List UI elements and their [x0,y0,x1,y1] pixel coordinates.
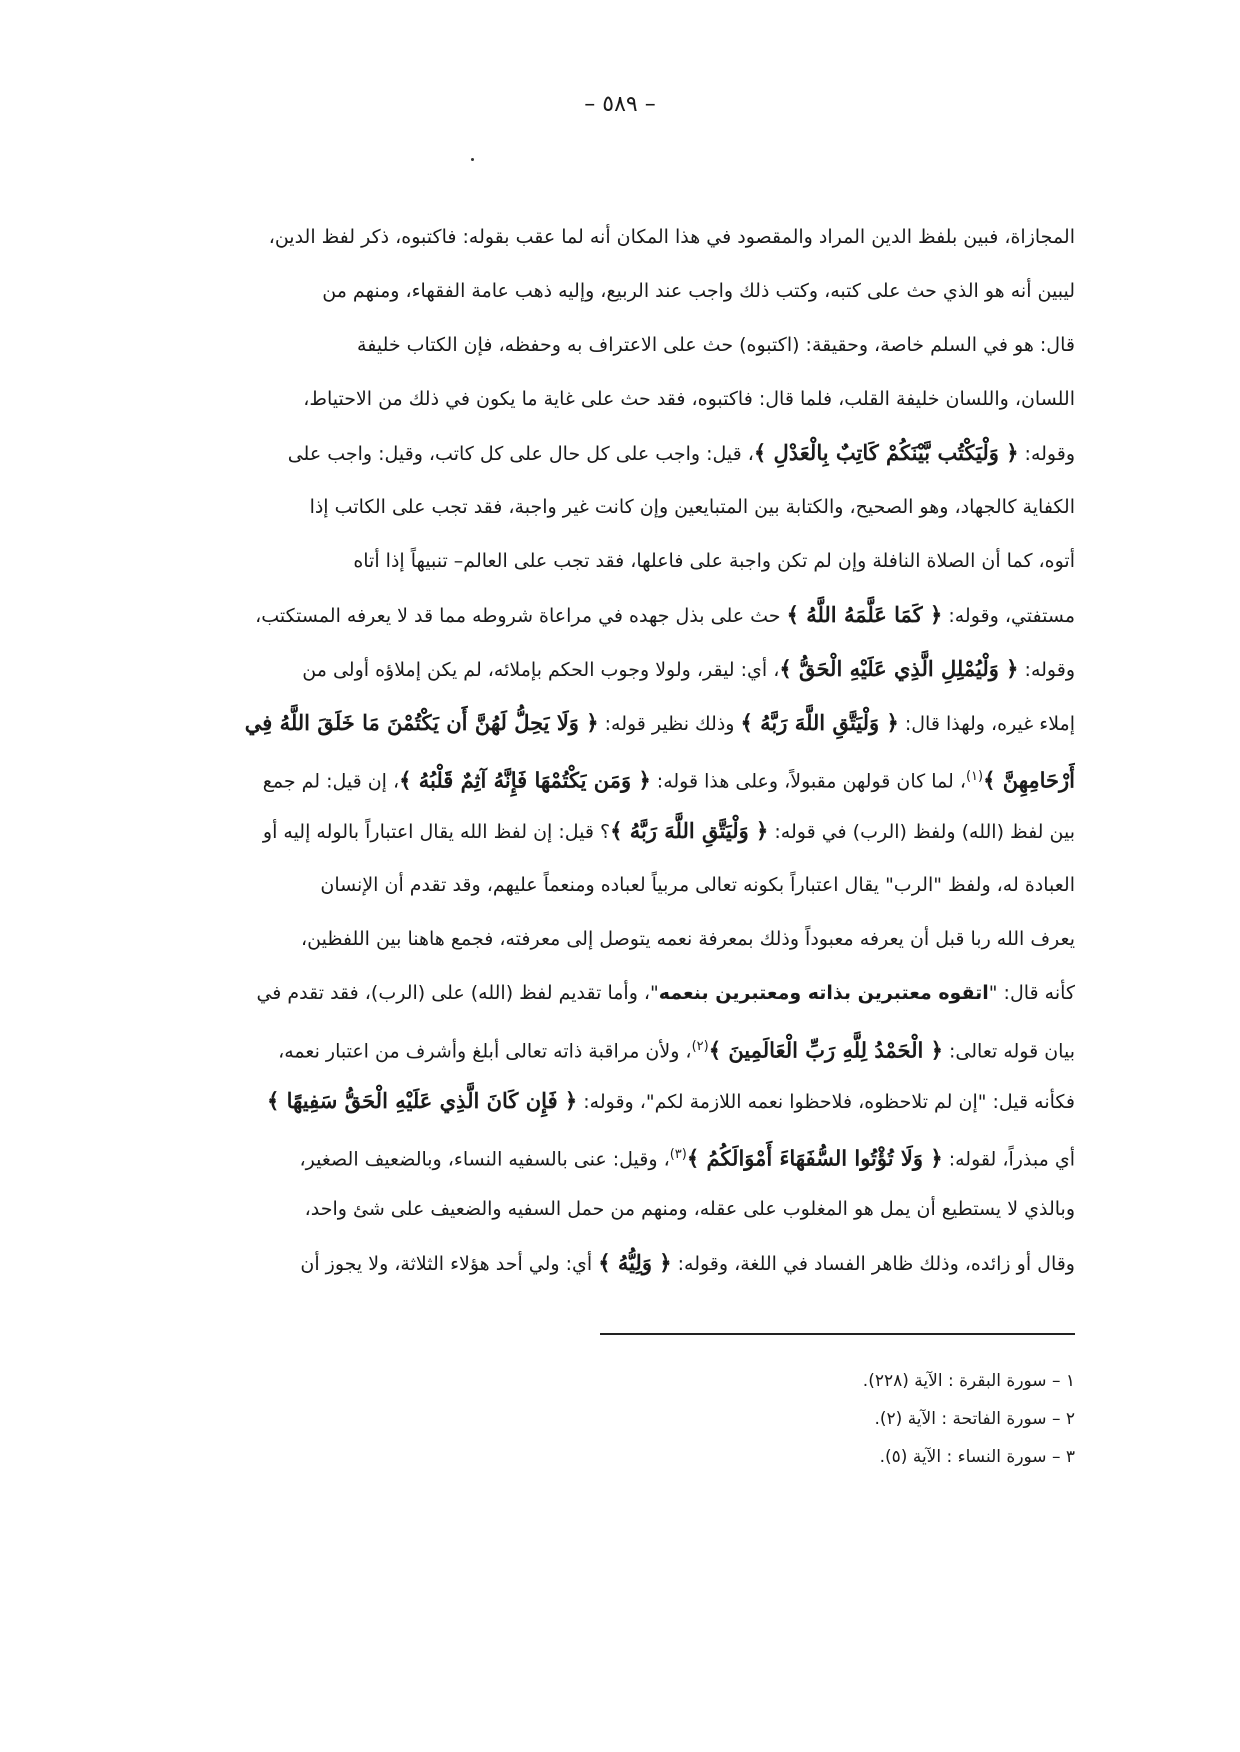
text-line [180,426,1075,480]
text-span: وقوله: [1018,443,1075,465]
text-span: ، إن قيل: لم جمع [262,770,400,793]
text-span: وقوله: [1018,659,1075,681]
text-line [180,966,1075,1020]
text-line [180,642,1075,696]
text-span: وقال أو زائده، وذلك ظاهر الفساد في اللغة، وقوله: [671,1253,1075,1275]
footnote-ref: (٣) [669,1147,687,1162]
text-line: المجازاة، فبين بلفظ الدين المراد والمقصود في هذا المكان أنه لما عقب بقوله: فاكتبوه، ذكر لفظ الدين، [268,226,1075,248]
quran-verse: أَرْحَامِهِنَّ ﴾ [983,767,1075,793]
text-line: ليبين أنه هو الذي حث على كتبه، وكتب ذلك واجب عند الربيع، وإليه ذهب عامة الفقهاء، ومنهم من [322,280,1075,302]
text-span: بين لفظ (الله) ولفظ (الرب) في قوله: [768,821,1075,843]
body-text [180,210,1075,1290]
text-span: بيان قوله تعالى: [942,1040,1075,1063]
text-line [180,1020,1075,1074]
text-line: يعرف الله ربا قبل أن يعرفه معبوداً وذلك بمعرفة نعمه يتوصل إلى معرفته، فجمع هاهنا بين اللفظين، [301,928,1075,950]
quran-verse: ﴿ وَلْيَكْتُب بَّيْنَكُمْ كَاتِبٌ بِالْعَدْلِ ﴾ [753,440,1019,465]
text-span: ، ولأن مراقبة ذاته تعالى أبلغ وأشرف من اعتبار نعمه، [278,1040,692,1063]
text-line [180,588,1075,642]
text-line [180,696,1075,750]
quran-verse: ﴿ فَإِن كَانَ الَّذِي عَلَيْهِ الْحَقُّ سَفِيهًا ﴾ [267,1088,578,1113]
footnote-item: ١ – سورة البقرة : الآية (٢٢٨). [862,1371,1075,1391]
quran-verse: ﴿ وَلْيَتَّقِ اللَّهَ رَبَّهُ ﴾ [610,818,769,843]
quran-verse: ﴿ وَلِيُّهُ ﴾ [598,1250,672,1275]
footnotes [600,1362,1075,1476]
text-span: ، قيل: واجب على كل حال على كل كاتب، وقيل: واجب على [287,443,754,465]
text-line: اللسان، واللسان خليفة القلب، فلما قال: فاكتبوه، فقد حث على غاية ما يكون في ذلك من الاحتياط، [303,388,1075,410]
text-span: "، وأما تقديم لفظ (الله) على (الرب)، فقد تقدم في [256,982,659,1004]
footnote-ref: (١) [965,769,984,784]
text-line: وبالذي لا يستطيع أن يمل هو المغلوب على عقله، ومنهم من حمل السفيه والضعيف على شئ واحد، [304,1198,1075,1220]
text-line: الكفاية كالجهاد، وهو الصحيح، والكتابة بين المتبايعين وإن كانت غير واجبة، فقد تجب على الكاتب إذا [309,496,1075,518]
quran-verse: ﴿ وَلَا تُؤْتُوا السُّفَهَاءَ أَمْوَالَكُمُ ﴾ [686,1145,943,1171]
text-line: قال: هو في السلم خاصة، وحقيقة: (اكتبوه) حث على الاعتراف به وحفظه، فإن الكتاب خليفة [357,334,1075,356]
footnote-ref: (٢) [691,1039,709,1054]
text-span: حث على بذل جهده في مراعاة شروطه مما قد لا يعرفه المستكتب، [255,605,787,627]
quran-verse: ﴿ وَلْيُمْلِلِ الَّذِي عَلَيْهِ الْحَقُّ ﴾ [779,656,1019,681]
text-span: كأنه قال: " [988,982,1075,1004]
text-span: ؟ قيل: إن لفظ الله يقال اعتباراً بالوله إليه أو [262,821,611,843]
text-span: ، أي: ليقر، ولولا وجوب الحكم بإملائه، لم يكن إملاؤه أولى من [302,659,780,681]
text-span: مستفتي، وقوله: [942,605,1075,627]
quran-verse: ﴿ وَلَا يَحِلُّ لَهُنَّ أَن يَكْتُمْنَ مَا خَلَقَ اللَّهُ فِي [244,710,599,735]
text-span: ، لما كان قولهن مقبولاً، وعلى هذا قوله: [650,770,966,793]
text-line [180,750,1075,804]
text-line [180,1074,1075,1128]
footnote-item: ٢ – سورة الفاتحة : الآية (٢). [874,1409,1075,1429]
page-number: – ٥٨٩ – [584,92,656,117]
text-span: فكأنه قيل: "إن لم تلاحظوه، فلاحظوا نعمه اللازمة لكم"، وقوله: [577,1091,1075,1113]
text-line [180,804,1075,858]
text-line: أتوه، كما أن الصلاة النافلة وإن لم تكن واجبة على فاعلها، فقد تجب على العالم– تنبيهاً إذا أتاه [353,550,1075,572]
quran-verse: ﴿ كَمَا عَلَّمَهُ اللَّهُ ﴾ [786,602,943,627]
text-line: العبادة له، ولفظ "الرب" يقال اعتباراً بكونه تعالى مربياً لعباده ومنعماً عليهم، وقد تقدم أن الإنسان [320,874,1075,896]
text-span: إملاء غيره، ولهذا قال: [898,713,1075,735]
stray-dot [471,158,474,161]
text-span: أي مبذراً، لقوله: [942,1148,1075,1171]
quran-verse: ﴿ وَلْيَتَّقِ اللَّهَ رَبَّهُ ﴾ [740,710,899,735]
footnote-item: ٣ – سورة النساء : الآية (٥). [879,1447,1075,1467]
text-span: أي: ولي أحد هؤلاء الثلاثة، ولا يجوز أن [300,1253,599,1275]
bold-phrase: اتقوه معتبرين بذاته ومعتبرين بنعمه [658,982,989,1004]
quran-verse: ﴿ وَمَن يَكْتُمْهَا فَإِنَّهُ آثِمٌ قَلْبُهُ ﴾ [399,767,651,793]
text-span: وذلك نظير قوله: [598,713,741,735]
quran-verse: ﴿ الْحَمْدُ لِلَّهِ رَبِّ الْعَالَمِينَ ﴾ [708,1037,943,1063]
footnote-divider [600,1333,1075,1335]
text-line [180,1236,1075,1290]
text-line [180,1128,1075,1182]
text-span: ، وقيل: عنى بالسفيه النساء، وبالضعيف الصغير، [299,1148,670,1171]
